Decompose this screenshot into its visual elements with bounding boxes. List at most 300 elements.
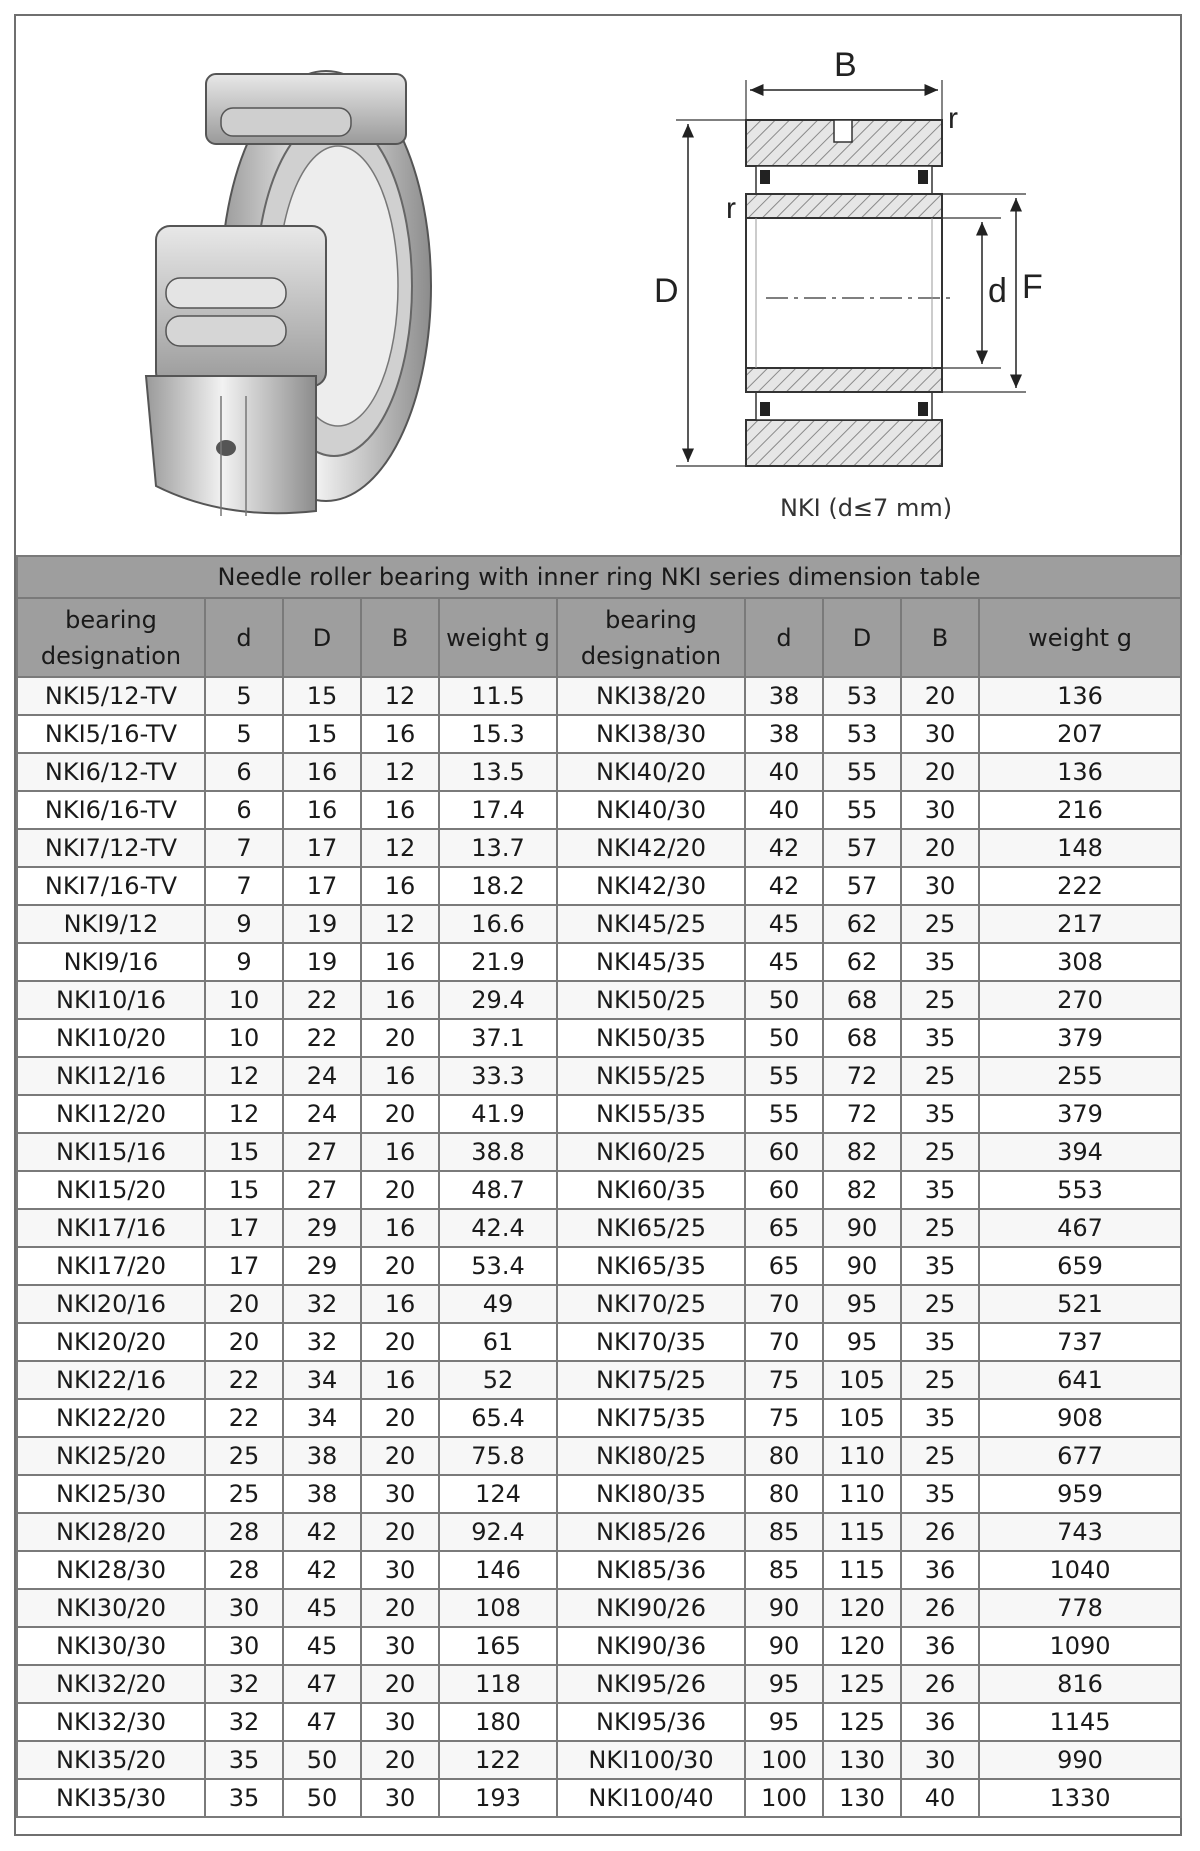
table-cell: 57 (823, 829, 901, 867)
table-cell: 95 (745, 1665, 823, 1703)
table-cell: NKI50/35 (557, 1019, 745, 1057)
column-header: B (361, 598, 439, 677)
table-cell: NKI10/20 (17, 1019, 205, 1057)
table-cell: 35 (901, 1247, 979, 1285)
table-cell: NKI6/16-TV (17, 791, 205, 829)
table-cell: 35 (901, 1399, 979, 1437)
table-cell: 25 (205, 1475, 283, 1513)
table-cell: NKI15/20 (17, 1171, 205, 1209)
table-cell: 15.3 (439, 715, 557, 753)
table-cell: NKI35/30 (17, 1779, 205, 1817)
table-cell: 30 (901, 867, 979, 905)
table-cell: 32 (205, 1703, 283, 1741)
table-cell: 75 (745, 1399, 823, 1437)
table-cell: 30 (361, 1475, 439, 1513)
table-cell: 222 (979, 867, 1181, 905)
table-cell: 30 (901, 715, 979, 753)
column-header: D (283, 598, 361, 677)
dimension-label-B: B (834, 46, 857, 84)
table-cell: 9 (205, 905, 283, 943)
table-cell: 553 (979, 1171, 1181, 1209)
table-cell: 35 (901, 943, 979, 981)
table-row (17, 1627, 1181, 1665)
table-cell: 34 (283, 1361, 361, 1399)
table-cell: 95 (745, 1703, 823, 1741)
table-row (17, 753, 1181, 791)
table-cell: NKI10/16 (17, 981, 205, 1019)
table-cell: NKI75/25 (557, 1361, 745, 1399)
table-cell: 20 (361, 1437, 439, 1475)
table-cell: NKI38/30 (557, 715, 745, 753)
table-cell: NKI90/26 (557, 1589, 745, 1627)
table-cell: NKI40/30 (557, 791, 745, 829)
table-cell: 45 (283, 1627, 361, 1665)
table-cell: 25 (901, 1361, 979, 1399)
table-row (17, 1323, 1181, 1361)
table-cell: 35 (901, 1095, 979, 1133)
dimension-label-D: D (654, 272, 679, 310)
table-cell: 17 (283, 829, 361, 867)
table-cell: 16 (283, 753, 361, 791)
table-row (17, 1779, 1181, 1817)
table-cell: 22 (283, 981, 361, 1019)
table-cell: NKI100/40 (557, 1779, 745, 1817)
table-cell: 30 (205, 1627, 283, 1665)
table-cell: 26 (901, 1589, 979, 1627)
table-cell: 30 (361, 1551, 439, 1589)
table-cell: 55 (745, 1057, 823, 1095)
table-cell: NKI60/25 (557, 1133, 745, 1171)
table-cell: 118 (439, 1665, 557, 1703)
table-cell: 35 (901, 1475, 979, 1513)
table-cell: NKI5/16-TV (17, 715, 205, 753)
table-cell: 40 (901, 1779, 979, 1817)
table-cell: 7 (205, 867, 283, 905)
table-cell: 1090 (979, 1627, 1181, 1665)
table-cell: 28 (205, 1551, 283, 1589)
table-cell: 26 (901, 1665, 979, 1703)
table-cell: 16 (361, 1209, 439, 1247)
table-cell: 80 (745, 1437, 823, 1475)
table-cell: 35 (205, 1779, 283, 1817)
table-row (17, 1019, 1181, 1057)
table-cell: 379 (979, 1019, 1181, 1057)
table-cell: 25 (901, 981, 979, 1019)
column-header: weight g (979, 598, 1181, 677)
table-cell: NKI80/35 (557, 1475, 745, 1513)
table-cell: 60 (745, 1171, 823, 1209)
table-cell: NKI15/16 (17, 1133, 205, 1171)
table-cell: NKI55/25 (557, 1057, 745, 1095)
table-cell: 16 (361, 791, 439, 829)
table-row (17, 1703, 1181, 1741)
table-cell: 95 (823, 1285, 901, 1323)
table-cell: 25 (901, 1285, 979, 1323)
table-cell: 30 (901, 791, 979, 829)
table-cell: NKI85/26 (557, 1513, 745, 1551)
table-cell: 25 (901, 1209, 979, 1247)
table-cell: 15 (205, 1133, 283, 1171)
table-cell: 62 (823, 943, 901, 981)
table-cell: NKI55/35 (557, 1095, 745, 1133)
table-cell: 55 (823, 791, 901, 829)
table-cell: 18.2 (439, 867, 557, 905)
table-row (17, 1437, 1181, 1475)
table-cell: 49 (439, 1285, 557, 1323)
table-cell: 82 (823, 1133, 901, 1171)
table-cell: 20 (361, 1171, 439, 1209)
table-cell: 115 (823, 1513, 901, 1551)
table-cell: 85 (745, 1551, 823, 1589)
table-cell: 15 (205, 1171, 283, 1209)
table-cell: 30 (361, 1703, 439, 1741)
table-cell: 60 (745, 1133, 823, 1171)
table-cell: 12 (361, 753, 439, 791)
table-cell: 72 (823, 1057, 901, 1095)
figure-caption: NKI (d≤7 mm) (779, 494, 953, 522)
table-cell: 20 (901, 677, 979, 715)
table-title: Needle roller bearing with inner ring NKI series dimension table (17, 556, 1181, 598)
table-cell: 110 (823, 1475, 901, 1513)
table-cell: 29.4 (439, 981, 557, 1019)
table-cell: 255 (979, 1057, 1181, 1095)
table-cell: 65.4 (439, 1399, 557, 1437)
table-cell: 65 (745, 1209, 823, 1247)
figure-area (16, 16, 1180, 551)
table-cell: NKI6/12-TV (17, 753, 205, 791)
table-cell: 42 (745, 829, 823, 867)
table-cell: NKI75/35 (557, 1399, 745, 1437)
table-cell: 53.4 (439, 1247, 557, 1285)
table-cell: 50 (745, 1019, 823, 1057)
table-cell: 42 (745, 867, 823, 905)
table-row (17, 715, 1181, 753)
table-cell: 130 (823, 1779, 901, 1817)
table-cell: NKI20/20 (17, 1323, 205, 1361)
table-row (17, 1665, 1181, 1703)
table-cell: 20 (901, 753, 979, 791)
table-cell: 53 (823, 677, 901, 715)
table-cell: 9 (205, 943, 283, 981)
table-cell: 959 (979, 1475, 1181, 1513)
table-cell: 20 (361, 1589, 439, 1627)
table-cell: 130 (823, 1741, 901, 1779)
table-cell: 12 (361, 677, 439, 715)
table-cell: NKI9/12 (17, 905, 205, 943)
table-row (17, 1285, 1181, 1323)
table-row (17, 1171, 1181, 1209)
table-cell: 16.6 (439, 905, 557, 943)
table-cell: 5 (205, 715, 283, 753)
table-row (17, 1551, 1181, 1589)
table-cell: NKI42/20 (557, 829, 745, 867)
table-cell: NKI12/16 (17, 1057, 205, 1095)
table-row (17, 1095, 1181, 1133)
table-cell: 30 (205, 1589, 283, 1627)
table-cell: 15 (283, 715, 361, 753)
table-cell: 34 (283, 1399, 361, 1437)
table-row (17, 791, 1181, 829)
table-cell: 743 (979, 1513, 1181, 1551)
table-row (17, 905, 1181, 943)
dimension-label-r-top: r (948, 102, 958, 135)
table-cell: 75.8 (439, 1437, 557, 1475)
table-cell: 16 (283, 791, 361, 829)
table-cell: 57 (823, 867, 901, 905)
table-cell: NKI35/20 (17, 1741, 205, 1779)
table-cell: 90 (745, 1627, 823, 1665)
table-cell: 16 (361, 715, 439, 753)
table-cell: 11.5 (439, 677, 557, 715)
table-cell: 16 (361, 1361, 439, 1399)
table-cell: NKI7/16-TV (17, 867, 205, 905)
table-cell: 80 (745, 1475, 823, 1513)
table-cell: 20 (361, 1741, 439, 1779)
table-cell: 12 (205, 1095, 283, 1133)
table-cell: 55 (745, 1095, 823, 1133)
table-cell: 13.5 (439, 753, 557, 791)
table-cell: 25 (901, 905, 979, 943)
table-cell: NKI70/25 (557, 1285, 745, 1323)
dimension-table (16, 555, 1182, 1818)
table-row (17, 1133, 1181, 1171)
table-cell: NKI32/20 (17, 1665, 205, 1703)
table-cell: 36 (901, 1551, 979, 1589)
table-cell: 45 (745, 943, 823, 981)
table-cell: 65 (745, 1247, 823, 1285)
table-cell: 32 (205, 1665, 283, 1703)
table-cell: 45 (283, 1589, 361, 1627)
table-cell: 122 (439, 1741, 557, 1779)
table-cell: 30 (361, 1627, 439, 1665)
table-cell: 53 (823, 715, 901, 753)
table-cell: 38 (745, 677, 823, 715)
table-cell: 124 (439, 1475, 557, 1513)
table-cell: 50 (745, 981, 823, 1019)
table-cell: NKI95/26 (557, 1665, 745, 1703)
table-cell: 12 (361, 905, 439, 943)
table-cell: NKI85/36 (557, 1551, 745, 1589)
table-cell: 90 (745, 1589, 823, 1627)
table-cell: NKI32/30 (17, 1703, 205, 1741)
table-cell: 16 (361, 867, 439, 905)
table-cell: 641 (979, 1361, 1181, 1399)
table-cell: 136 (979, 677, 1181, 715)
table-cell: 70 (745, 1285, 823, 1323)
table-cell: 38.8 (439, 1133, 557, 1171)
table-cell: NKI12/20 (17, 1095, 205, 1133)
dimension-label-r-left: r (726, 192, 736, 225)
table-cell: 5 (205, 677, 283, 715)
table-cell: NKI28/30 (17, 1551, 205, 1589)
table-cell: 72 (823, 1095, 901, 1133)
table-cell: 41.9 (439, 1095, 557, 1133)
document-frame (14, 14, 1182, 1836)
table-row (17, 1399, 1181, 1437)
table-cell: 1330 (979, 1779, 1181, 1817)
table-cell: NKI17/20 (17, 1247, 205, 1285)
table-cell: NKI65/25 (557, 1209, 745, 1247)
table-cell: 35 (205, 1741, 283, 1779)
table-cell: NKI95/36 (557, 1703, 745, 1741)
table-cell: 40 (745, 791, 823, 829)
table-cell: 70 (745, 1323, 823, 1361)
table-cell: 35 (901, 1019, 979, 1057)
table-cell: NKI45/25 (557, 905, 745, 943)
table-cell: 20 (361, 1665, 439, 1703)
table-cell: 24 (283, 1057, 361, 1095)
table-cell: 22 (205, 1399, 283, 1437)
table-cell: 16 (361, 1133, 439, 1171)
table-row (17, 867, 1181, 905)
table-cell: 50 (283, 1779, 361, 1817)
table-cell: NKI42/30 (557, 867, 745, 905)
table-cell: 47 (283, 1665, 361, 1703)
table-cell: 16 (361, 943, 439, 981)
table-cell: 108 (439, 1589, 557, 1627)
table-row (17, 1247, 1181, 1285)
table-cell: 21.9 (439, 943, 557, 981)
table-row (17, 1589, 1181, 1627)
table-cell: 25 (901, 1057, 979, 1095)
table-cell: 20 (361, 1247, 439, 1285)
table-cell: 29 (283, 1209, 361, 1247)
table-cell: 27 (283, 1133, 361, 1171)
table-cell: 36 (901, 1627, 979, 1665)
table-cell: 778 (979, 1589, 1181, 1627)
table-header-row (17, 598, 1181, 677)
table-cell: NKI5/12-TV (17, 677, 205, 715)
column-header: D (823, 598, 901, 677)
table-cell: 17 (205, 1209, 283, 1247)
table-cell: 20 (205, 1323, 283, 1361)
table-row (17, 981, 1181, 1019)
table-cell: 17 (283, 867, 361, 905)
table-cell: NKI30/20 (17, 1589, 205, 1627)
table-cell: 92.4 (439, 1513, 557, 1551)
table-cell: 95 (823, 1323, 901, 1361)
table-cell: 120 (823, 1589, 901, 1627)
table-cell: 19 (283, 905, 361, 943)
table-cell: NKI25/30 (17, 1475, 205, 1513)
table-row (17, 1361, 1181, 1399)
table-cell: 16 (361, 1285, 439, 1323)
table-cell: 105 (823, 1361, 901, 1399)
table-cell: 38 (745, 715, 823, 753)
column-header: d (745, 598, 823, 677)
table-cell: 52 (439, 1361, 557, 1399)
table-cell: 12 (205, 1057, 283, 1095)
table-cell: 24 (283, 1095, 361, 1133)
table-cell: 36 (901, 1703, 979, 1741)
table-cell: 10 (205, 981, 283, 1019)
table-cell: 20 (361, 1399, 439, 1437)
table-cell: 25 (901, 1133, 979, 1171)
table-cell: 25 (901, 1437, 979, 1475)
table-cell: 35 (901, 1171, 979, 1209)
table-cell: 62 (823, 905, 901, 943)
table-cell: 37.1 (439, 1019, 557, 1057)
cross-section-drawing (676, 80, 1026, 466)
table-cell: 22 (283, 1019, 361, 1057)
table-cell: 467 (979, 1209, 1181, 1247)
table-row (17, 943, 1181, 981)
table-cell: 20 (901, 829, 979, 867)
table-cell: NKI25/20 (17, 1437, 205, 1475)
table-cell: 146 (439, 1551, 557, 1589)
table-cell: 28 (205, 1513, 283, 1551)
table-cell: 27 (283, 1171, 361, 1209)
table-cell: 20 (361, 1095, 439, 1133)
table-cell: 40 (745, 753, 823, 791)
table-cell: 55 (823, 753, 901, 791)
table-cell: 32 (283, 1285, 361, 1323)
table-cell: 25 (205, 1437, 283, 1475)
table-row (17, 1475, 1181, 1513)
table-cell: NKI40/20 (557, 753, 745, 791)
table-row (17, 1513, 1181, 1551)
table-cell: 16 (361, 981, 439, 1019)
table-cell: 30 (361, 1779, 439, 1817)
table-cell: 22 (205, 1361, 283, 1399)
table-cell: 110 (823, 1437, 901, 1475)
column-header: d (205, 598, 283, 677)
dimension-label-d: d (988, 272, 1007, 310)
table-cell: 45 (745, 905, 823, 943)
table-cell: NKI100/30 (557, 1741, 745, 1779)
column-header: bearing designation (557, 598, 745, 677)
table-cell: 20 (361, 1323, 439, 1361)
table-row (17, 677, 1181, 715)
table-cell: NKI22/20 (17, 1399, 205, 1437)
table-cell: 308 (979, 943, 1181, 981)
table-cell: 30 (901, 1741, 979, 1779)
table-cell: 85 (745, 1513, 823, 1551)
table-cell: 180 (439, 1703, 557, 1741)
table-cell: 29 (283, 1247, 361, 1285)
table-cell: 100 (745, 1741, 823, 1779)
table-cell: 42.4 (439, 1209, 557, 1247)
table-cell: NKI20/16 (17, 1285, 205, 1323)
table-cell: 125 (823, 1665, 901, 1703)
table-cell: 115 (823, 1551, 901, 1589)
table-cell: 16 (361, 1057, 439, 1095)
table-cell: NKI80/25 (557, 1437, 745, 1475)
table-cell: 20 (205, 1285, 283, 1323)
table-cell: 15 (283, 677, 361, 715)
table-cell: 12 (361, 829, 439, 867)
table-cell: 270 (979, 981, 1181, 1019)
table-cell: 90 (823, 1247, 901, 1285)
table-cell: 82 (823, 1171, 901, 1209)
table-cell: 908 (979, 1399, 1181, 1437)
table-cell: 17 (205, 1247, 283, 1285)
table-cell: 38 (283, 1475, 361, 1513)
table-cell: NKI28/20 (17, 1513, 205, 1551)
column-header: weight g (439, 598, 557, 677)
table-cell: 521 (979, 1285, 1181, 1323)
table-cell: 13.7 (439, 829, 557, 867)
table-cell: 1040 (979, 1551, 1181, 1589)
table-cell: NKI60/35 (557, 1171, 745, 1209)
table-cell: 125 (823, 1703, 901, 1741)
table-cell: 47 (283, 1703, 361, 1741)
table-cell: 10 (205, 1019, 283, 1057)
table-row (17, 1741, 1181, 1779)
table-cell: 677 (979, 1437, 1181, 1475)
table-cell: 20 (361, 1019, 439, 1057)
table-cell: NKI7/12-TV (17, 829, 205, 867)
